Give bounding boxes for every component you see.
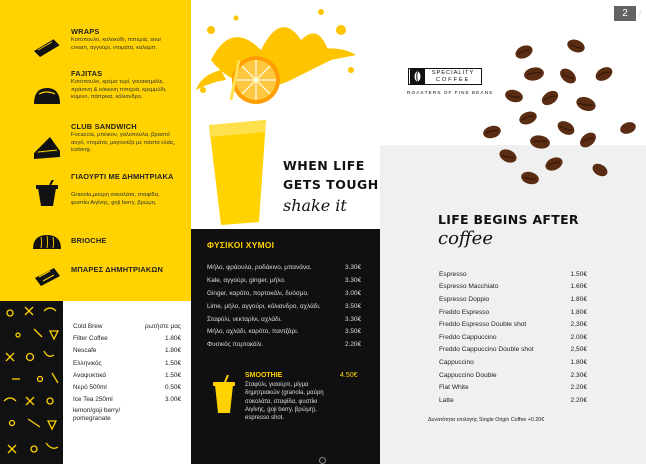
juice-name: Σταφύλι, νεκταρίνι, αχλάδι.	[207, 315, 282, 323]
juice-price: 2.20€	[345, 341, 361, 349]
coffee-name: Freddo Cappuccino	[439, 333, 497, 341]
drink-row	[73, 345, 181, 357]
coffee-name: Espresso Macchiato	[439, 283, 499, 291]
food-name: FAJITAS	[71, 69, 103, 78]
taco-icon	[30, 82, 64, 110]
juice-price: 3.30€	[345, 276, 361, 284]
juice-row	[207, 274, 361, 287]
drink-name: Filter Coffee	[73, 334, 108, 342]
coffee-row	[439, 306, 587, 319]
drink-row	[73, 357, 181, 369]
page-marker-icon	[319, 457, 326, 464]
drinks-list	[73, 320, 181, 423]
drink-row	[73, 332, 181, 344]
juice-row	[207, 325, 361, 338]
coffee-price: 1.50€	[570, 270, 587, 278]
coffee-row	[439, 381, 587, 394]
brioche-icon	[30, 229, 64, 257]
coffee-name: Espresso	[439, 270, 467, 278]
coffee-name: Freddo Cappuccino Double shot	[439, 346, 534, 354]
coffee-name: Latte	[439, 396, 454, 404]
coffee-price: 1.80€	[570, 295, 587, 303]
juices-list	[207, 261, 361, 351]
coffee-price: 1.60€	[570, 283, 587, 291]
coffee-price: 2,50€	[570, 346, 587, 354]
juice-price: 3.50€	[345, 302, 361, 310]
coffee-price: 2.00€	[570, 333, 587, 341]
coffee-heading: LIFE BEGINS AFTER	[438, 212, 579, 227]
logo-line-1: SPECIALITY	[431, 69, 475, 76]
drink-price: 1.80€	[165, 347, 181, 355]
drink-name: Αναψυκτικά	[73, 371, 107, 379]
juice-price: 3.00€	[345, 289, 361, 297]
page-separator: /	[639, 8, 642, 18]
food-name: ΓΙΑΟΥΡΤΙ ΜΕ ΔΗΜΗΤΡΙΑΚΑ	[71, 172, 174, 181]
juice-row	[207, 313, 361, 326]
drink-price: 0.50€	[165, 384, 181, 392]
drink-name: Nescafe	[73, 347, 97, 355]
drink-name: Ελληνικός	[73, 359, 102, 367]
juice-name: Μήλο, φράουλα, ροδάκινο, μπανάνα.	[207, 263, 312, 271]
juice-row	[207, 261, 361, 274]
drink-name: Νερό 500ml	[73, 384, 107, 392]
yogurt-icon	[30, 180, 64, 208]
smoothie-cup-icon	[212, 375, 236, 415]
coffee-row	[439, 394, 587, 407]
page-number-input[interactable]	[613, 5, 637, 22]
juices-title: ΦΥΣΙΚΟΙ ΧΥΜΟΙ	[207, 240, 275, 250]
drink-row	[73, 381, 181, 393]
food-desc: Κοτόπουλο, κρέμα τυρί, γουακαμόλε, πράσινη & κόκκινη πιπεριά, κρεμμύδι, κύμινο, πάπρικα, κόλιανδρο.	[71, 79, 167, 101]
coffee-row	[439, 281, 587, 294]
coffee-price: 1.80€	[570, 308, 587, 316]
coffee-heading-script: coffee	[438, 228, 493, 249]
food-name: BRIOCHE	[71, 236, 107, 245]
smoothie-desc: Σταφύλι, γιαούρτι, μίγμα δημητριακών (granola, μαύρη σοκολάτα, σταφίδα, φυστίκι Αιγίνης, goji berry, βρώμη), espresso shot.	[245, 382, 324, 422]
juice-row	[207, 287, 361, 300]
cereal-bar-icon	[30, 262, 64, 290]
juice-price: 3.30€	[345, 315, 361, 323]
food-desc: Κοτόπουλο, κολοκύθι, πιπεριά, sour cream, αγγούρι, ντομάτα, καλαμπ.	[71, 37, 162, 51]
wrap-icon	[30, 33, 64, 61]
coffee-row	[439, 369, 587, 382]
drink-price: 3.00€	[165, 396, 181, 404]
juice-splash-illustration	[191, 0, 380, 229]
juice-name: Φυσικός πορτοκάλι.	[207, 341, 264, 349]
drink-name: Cold Brew	[73, 322, 103, 330]
smoothie-title: SMOOTHIE	[245, 372, 283, 379]
drink-price: 1.80€	[165, 334, 181, 342]
sandwich-icon	[30, 133, 64, 161]
food-name: ΜΠΑΡΕΣ ΔΗΜΗΤΡΙΑΚΩΝ	[71, 265, 164, 274]
juice-price: 3.30€	[345, 263, 361, 271]
coffee-price: 2.30€	[570, 371, 587, 379]
slogan-line: WHEN LIFE	[283, 158, 365, 173]
coffee-row	[439, 268, 587, 281]
drink-row	[73, 394, 181, 406]
drink-name: Ice Tea 250ml	[73, 396, 113, 404]
coffee-price: 2,30€	[570, 321, 587, 329]
drink-price: 1.50€	[165, 359, 181, 367]
juice-row	[207, 300, 361, 313]
coffee-list	[439, 268, 587, 407]
food-name: CLUB SANDWICH	[71, 122, 137, 131]
drink-price: 1.50€	[165, 371, 181, 379]
food-desc: Focaccia, μπέικον, γαλοπούλα, βραστό αυγό, ντομάτα, μαγιονέζα με πάστα ελιάς, iceberg.	[71, 132, 176, 154]
coffee-row	[439, 331, 587, 344]
coffee-bean-logo-icon	[410, 69, 425, 84]
coffee-name: Flat White	[439, 384, 469, 392]
drink-row	[73, 369, 181, 381]
drink-row	[73, 415, 181, 424]
coffee-row	[439, 356, 587, 369]
food-desc: Granola,μαύρη σοκολάτα, σταφίδα, φυστίκι Αιγίνης, goji berry, βρώμη.	[71, 192, 160, 206]
coffee-name: Cappuccino Double	[439, 371, 497, 379]
logo-line-2: COFFEE	[435, 76, 471, 83]
coffee-row	[439, 318, 587, 331]
slogan-script: shake it	[283, 196, 347, 215]
coffee-name: Freddo Espresso	[439, 308, 490, 316]
juice-row	[207, 338, 361, 351]
juice-name: Ginger, καρότο, πορτοκάλι, δυόσμο.	[207, 289, 309, 297]
coffee-name: Freddo Espresso Double shot	[439, 321, 527, 329]
drink-price: ρωτήστε μας	[144, 322, 181, 330]
coffee-row	[439, 344, 587, 357]
food-name: WRAPS	[71, 27, 100, 36]
drink-name: pomegranate	[73, 415, 111, 423]
juice-name: Μήλο, αχλάδι, καρότο, παντζάρι.	[207, 328, 299, 336]
coffee-name: Espresso Doppio	[439, 295, 490, 303]
coffee-price: 2.20€	[570, 396, 587, 404]
drink-row	[73, 320, 181, 332]
drink-row	[73, 406, 181, 415]
single-origin-note: Δυνατότητα επιλογής Single Origin Coffee +0.20€	[428, 417, 545, 423]
juice-hero-panel	[191, 0, 380, 229]
coffee-price: 2.20€	[570, 384, 587, 392]
coffee-row	[439, 293, 587, 306]
brand-tagline: ROASTERS OF FINE BEANS	[407, 91, 494, 96]
slogan-line: GETS TOUGH	[283, 177, 379, 192]
coffee-beans-illustration	[470, 38, 646, 198]
decorative-pattern	[0, 301, 63, 464]
drink-name: lemon/goji berry/	[73, 406, 121, 414]
page-number: 2	[622, 8, 628, 19]
juice-price: 3.50€	[345, 328, 361, 336]
juice-name: Lime, μήλο, αγγούρι, κόλιανδρο, αχλάδι.	[207, 302, 321, 310]
juice-name: Kale, αγγούρι, ginger, μήλο.	[207, 276, 286, 284]
coffee-price: 1.80€	[570, 358, 587, 366]
coffee-name: Cappuccino	[439, 358, 474, 366]
smoothie-price: 4.50€	[340, 372, 358, 379]
